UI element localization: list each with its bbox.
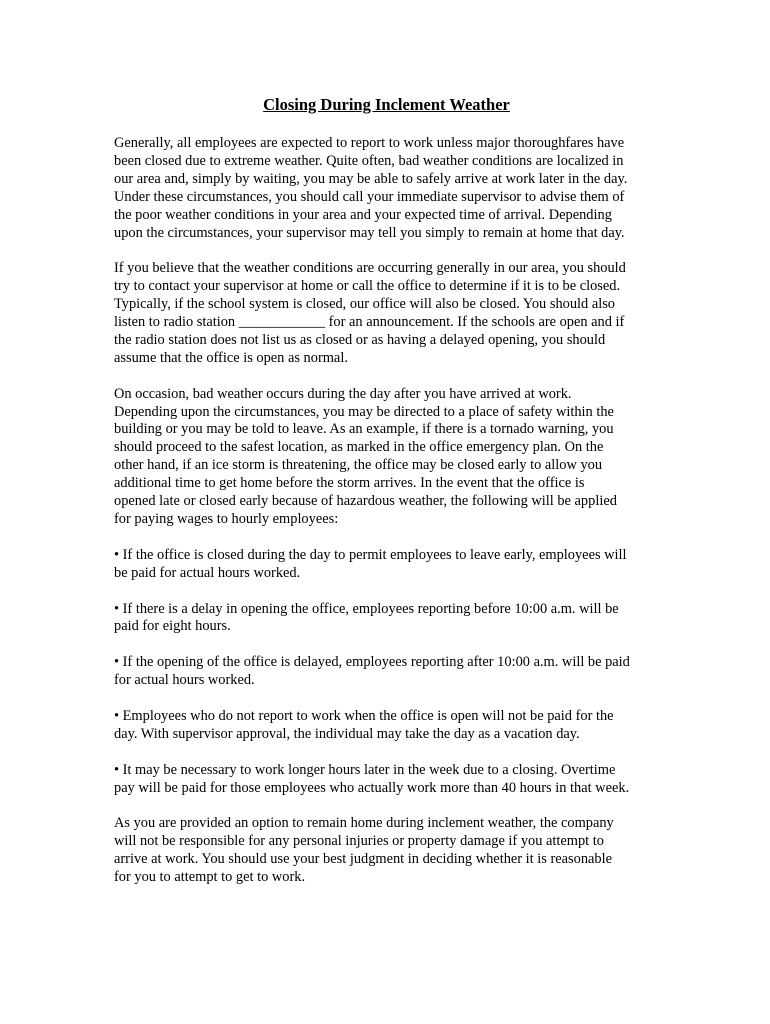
text-line: upon the circumstances, your supervisor may tell you simply to remain at home that day.: [114, 224, 625, 241]
text-line: arrive at work. You should use your best judgment in deciding whether it is reasonable: [114, 851, 612, 868]
text-line: building or you may be told to leave. As an example, if there is a tornado warning, you: [114, 421, 614, 438]
text-line: assume that the office is open as normal.: [114, 349, 348, 366]
text-line: pay will be paid for those employees who actually work more than 40 hours in that week.: [114, 779, 630, 796]
text-line: be paid for actual hours worked.: [114, 564, 301, 581]
text-line: paid for eight hours.: [114, 618, 231, 635]
text-line: for paying wages to hourly employees:: [114, 511, 339, 527]
text-line: • If there is a delay in opening the office, employees reporting before 10:00 a.m. will be: [114, 600, 619, 617]
text-line: try to contact your supervisor at home or call the office to determine if it is to be closed.: [114, 278, 621, 295]
bullet-no-report: [114, 708, 659, 744]
text-line: other hand, if an ice storm is threatening, the office may be closed early to allow you: [114, 457, 603, 474]
text-line: the radio station does not list us as closed or as having a delayed opening, you should: [114, 331, 606, 348]
document-page: [114, 95, 659, 905]
text-line: our area and, simply by waiting, you may be able to safely arrive at work later in the day.: [114, 170, 628, 187]
text-line: Depending upon the circumstances, you may be directed to a place of safety within the: [114, 403, 614, 420]
text-line: listen to radio station ____________ for an announcement. If the schools are open and if: [114, 314, 625, 331]
paragraph-during-workday: [114, 386, 659, 529]
text-line: for you to attempt to get to work.: [114, 869, 306, 886]
text-line: As you are provided an option to remain home during inclement weather, the company: [114, 815, 614, 832]
paragraph-liability: [114, 815, 659, 887]
text-line: On occasion, bad weather occurs during the day after you have arrived at work.: [114, 385, 572, 402]
text-line: If you believe that the weather conditions are occurring generally in our area, you should: [114, 260, 626, 277]
bullet-overtime: [114, 762, 659, 798]
text-line: Typically, if the school system is closed, our office will also be closed. You should also: [114, 296, 615, 313]
paragraph-reporting-policy: [114, 135, 659, 242]
text-line: additional time to get home before the storm arrives. In the event that the office is: [114, 475, 585, 492]
text-line: should proceed to the safest location, as marked in the office emergency plan. On the: [114, 439, 604, 456]
text-line: been closed due to extreme weather. Quite often, bad weather conditions are localized in: [114, 152, 624, 169]
text-line: opened late or closed early because of hazardous weather, the following will be applied: [114, 493, 617, 510]
text-line: • If the office is closed during the day to permit employees to leave early, employees will: [114, 546, 627, 563]
text-line: Generally, all employees are expected to report to work unless major thoroughfares have: [114, 135, 625, 151]
text-line: • Employees who do not report to work when the office is open will not be paid for the: [114, 707, 614, 724]
bullet-early-closing: [114, 547, 659, 583]
text-line: will not be responsible for any personal injuries or property damage if you attempt to: [114, 833, 604, 850]
bullet-delay-before-10: [114, 601, 659, 637]
bullet-delay-after-10: [114, 654, 659, 690]
text-line: • If the opening of the office is delayed, employees reporting after 10:00 a.m. will be paid: [114, 654, 630, 671]
text-line: the poor weather conditions in your area and your expected time of arrival. Depending: [114, 206, 612, 223]
text-line: Under these circumstances, you should call your immediate supervisor to advise them of: [114, 188, 625, 205]
text-line: day. With supervisor approval, the individual may take the day as a vacation day.: [114, 725, 580, 742]
text-line: for actual hours worked.: [114, 672, 255, 689]
text-line: • It may be necessary to work longer hours later in the week due to a closing. Overtime: [114, 761, 616, 778]
paragraph-closure-notification: [114, 260, 659, 367]
document-title: Closing During Inclement Weather: [263, 95, 510, 114]
